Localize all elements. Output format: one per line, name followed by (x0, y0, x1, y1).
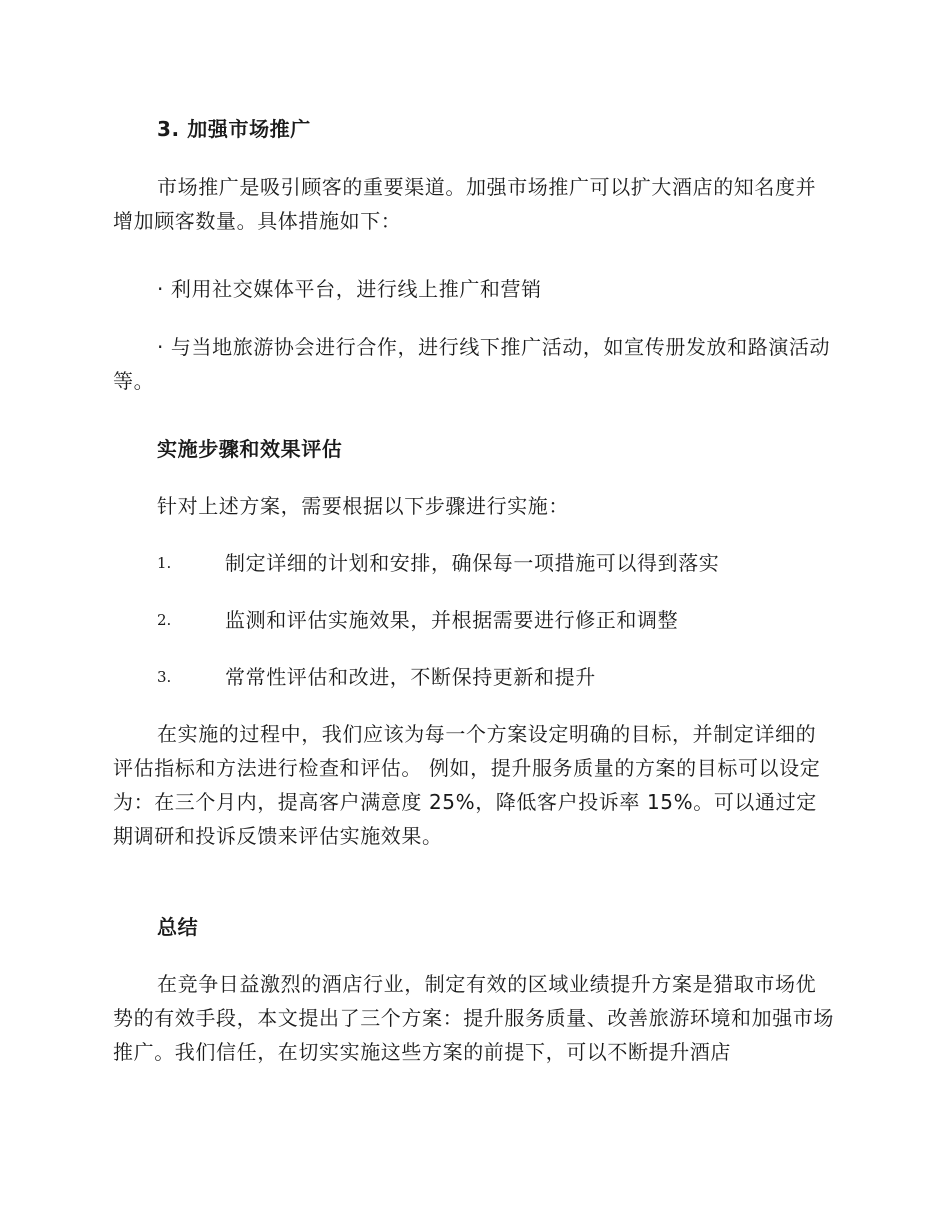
implementation-body: 在实施的过程中，我们应该为每一个方案设定明确的目标，并制定详细的评估指标和方法进行检查和评估。 例如，提升服务质量的方案的目标可以设定为：在三个月内，提高客户满意度 25%，降低客户投诉率 15%。可以通过定期调研和投诉反馈来评估实施效果。 (113, 722, 821, 848)
step-list-item (0, 603, 950, 637)
bullet-item-tourism-cooperation: · 与当地旅游协会进行合作，进行线下推广活动，如宣传册发放和路演活动等。 (113, 335, 831, 393)
section-heading-market-promotion: 3. 加强市场推广 (157, 117, 311, 141)
step-text: 制定详细的计划和安排，确保每一项措施可以得到落实 (225, 551, 720, 575)
step-number: 1. (157, 554, 172, 572)
section-heading-summary: 总结 (157, 915, 199, 939)
market-promotion-intro: 市场推广是吸引顾客的重要渠道。加强市场推广可以扩大酒店的知名度并增加顾客数量。具体措施如下： (113, 175, 817, 233)
step-text: 监测和评估实施效果，并根据需要进行修正和调整 (225, 608, 679, 632)
bullet-item-social-media: · 利用社交媒体平台，进行线上推广和营销 (157, 277, 542, 301)
section-heading-implementation: 实施步骤和效果评估 (157, 437, 343, 461)
step-number: 2. (157, 611, 172, 629)
step-number: 3. (157, 668, 172, 686)
summary-body: 在竞争日益激烈的酒店行业，制定有效的区域业绩提升方案是猎取市场优势的有效手段，本文提出了三个方案：提升服务质量、改善旅游环境和加强市场推广。我们信任，在切实实施这些方案的前提下，可以不断提升酒店 (113, 972, 834, 1064)
step-list-item (0, 546, 950, 580)
step-list-item (0, 660, 950, 694)
step-text: 常常性评估和改进，不断保持更新和提升 (225, 665, 596, 689)
implementation-intro: 针对上述方案，需要根据以下步骤进行实施： (157, 494, 569, 518)
